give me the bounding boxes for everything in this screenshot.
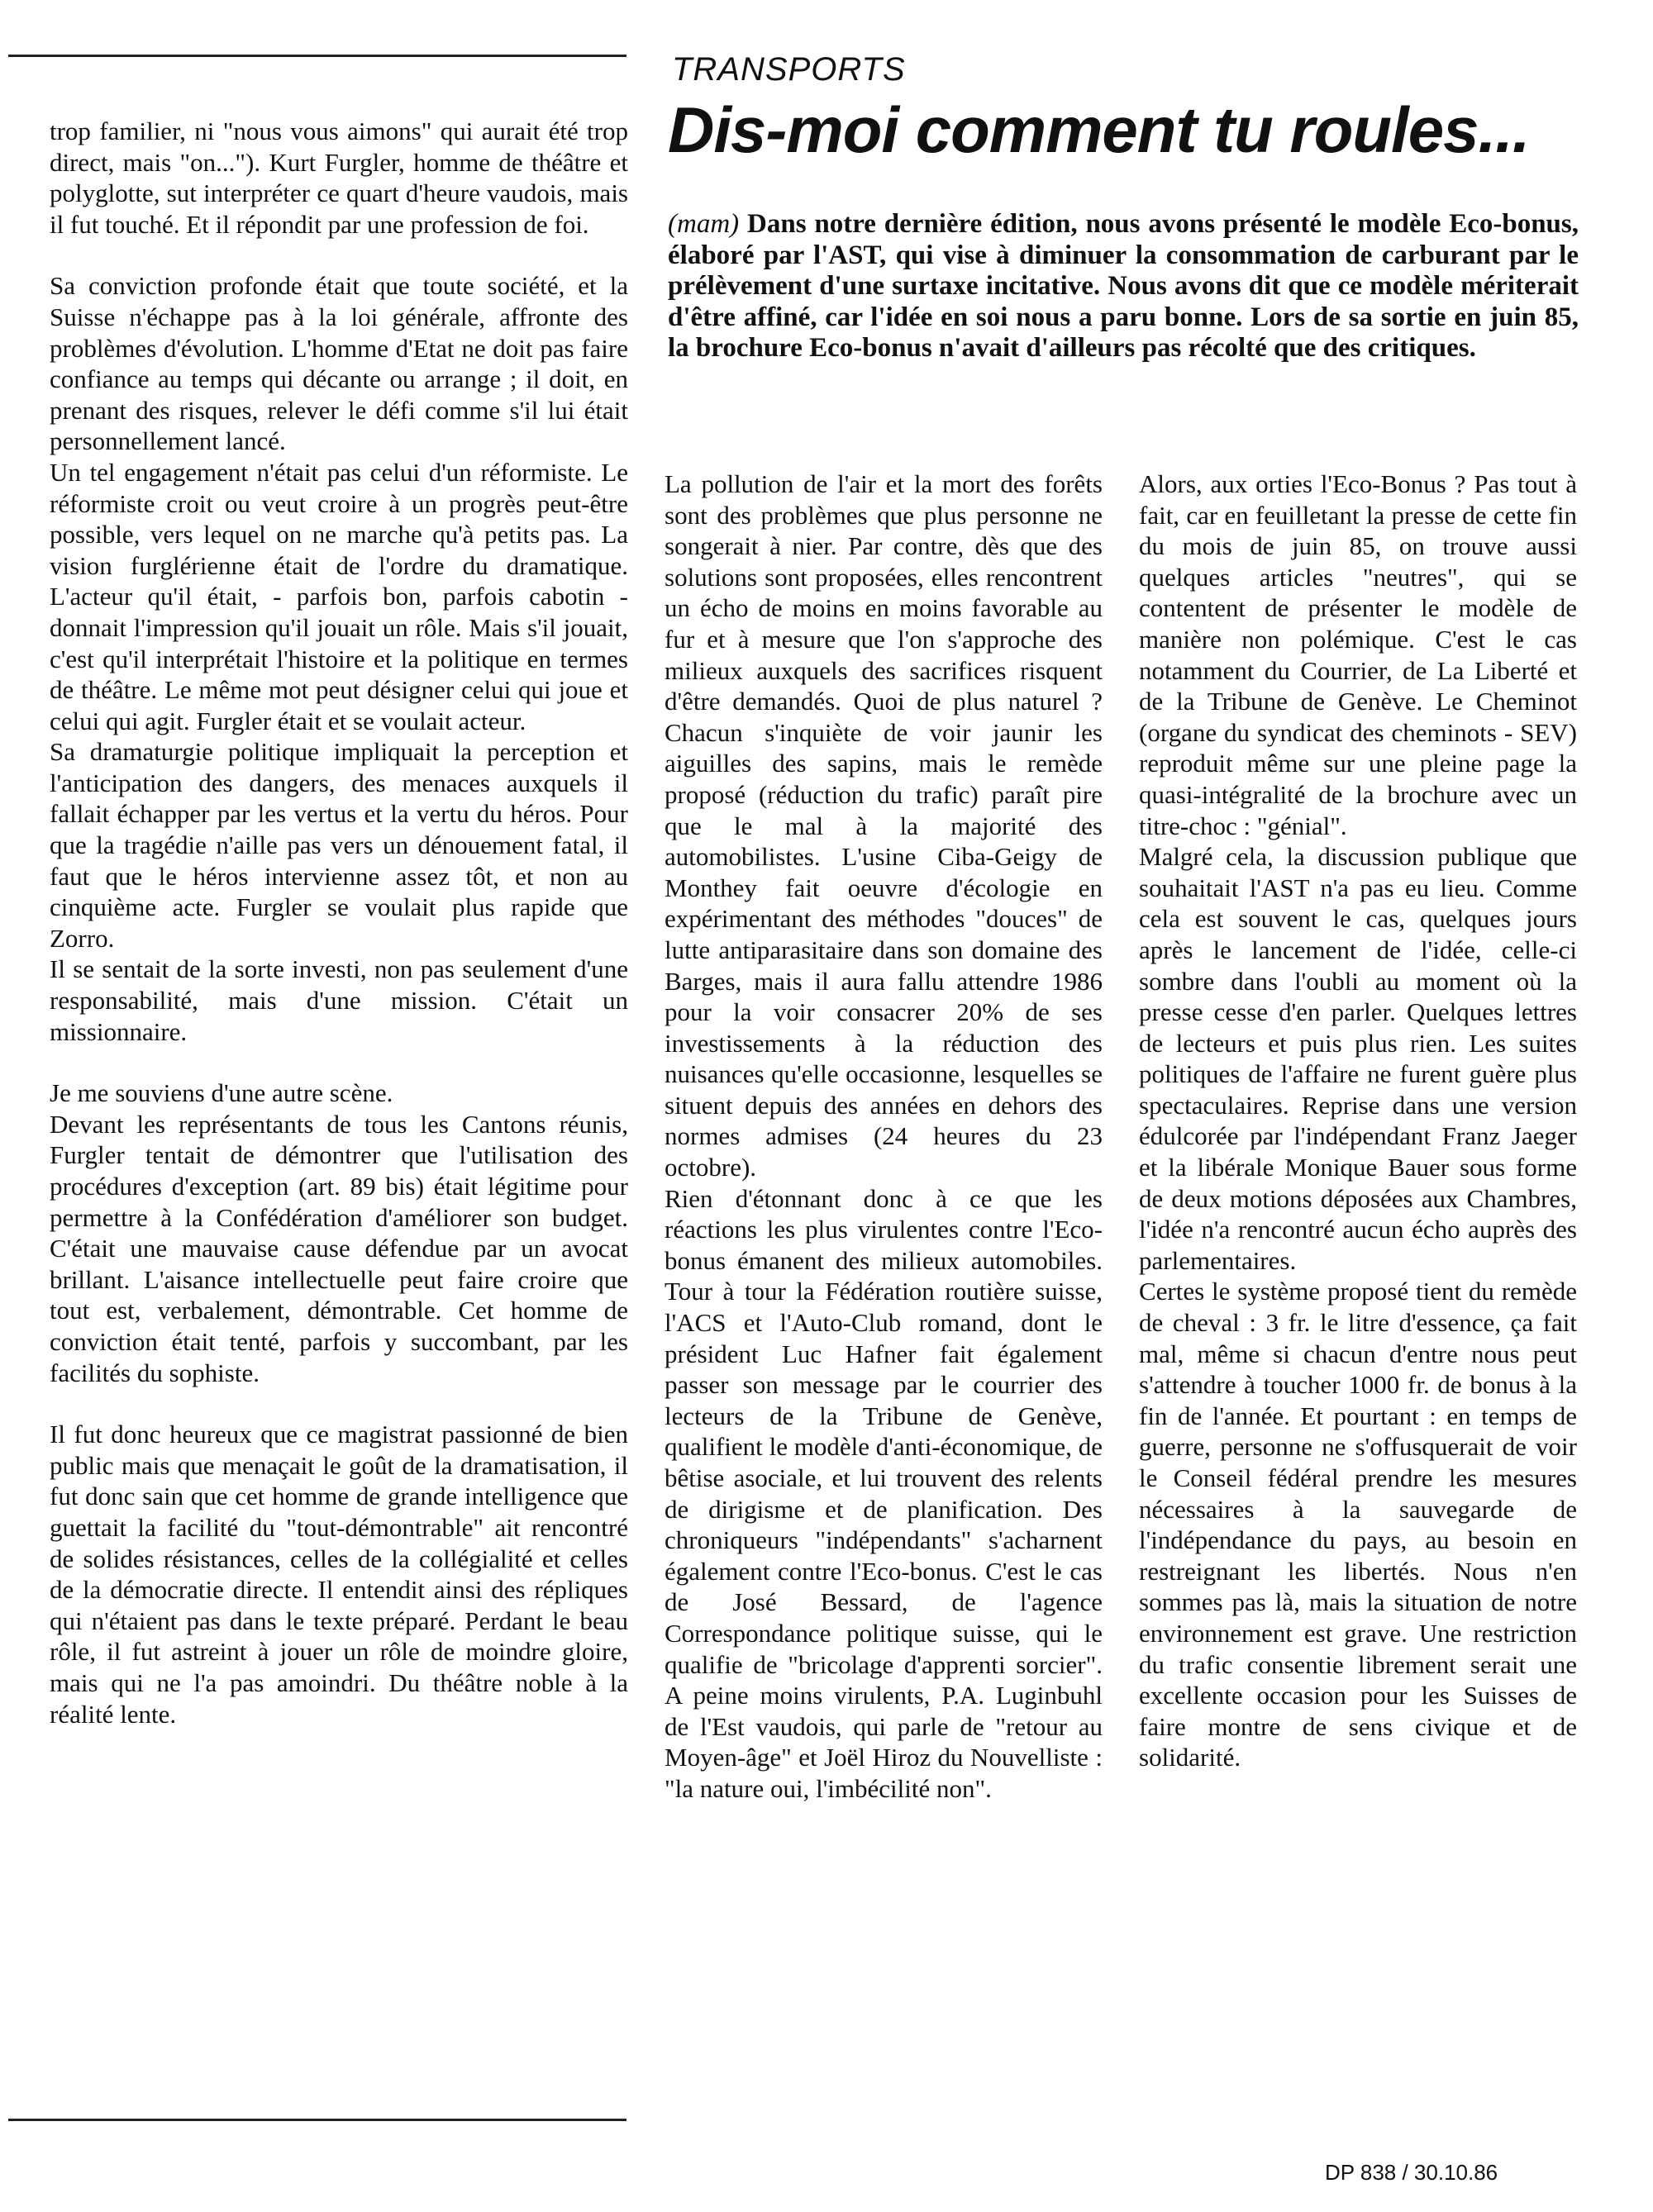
- lead-text: Dans notre dernière édition, nous avons présenté le modèle Eco-bonus, élaboré par l'AST, qui vise à diminuer la consommation de carburant par le prélèvement d'une surtaxe incitative. Nous avons dit que ce modèle mériterait d'être affiné, car l'idée en soi nous a paru bonne. Lors de sa sortie en juin 85, la brochure Eco-bonus n'avait d'ailleurs pas récolté que des critiques.: [668, 209, 1579, 364]
- left-paragraph: Je me souviens d'une autre scène.: [50, 1078, 393, 1108]
- article-lead: [668, 209, 1579, 364]
- middle-column: [665, 469, 1103, 1805]
- middle-paragraph: La pollution de l'air et la mort des forêts sont des problèmes que plus personne ne songerait à nier. Par contre, dès que des solutions sont proposées, elles rencontrent un écho de moins en moins favorable au fur et à mesure que l'on s'approche des milieux auxquels des sacrifices risquent d'être demandés. Quoi de plus naturel ? Chacun s'inquiète de voir jaunir les aiguilles des sapins, mais le remède proposé (réduction du trafic) paraît pire que le mal à la majorité des automobilistes. L'usine Ciba-Geigy de Monthey fait oeuvre d'écologie en expérimentant des méthodes "douces" de lutte antiparasitaire dans son domaine des Barges, mais il aura fallu attendre 1986 pour la voir consacrer 20% de ses investissements à la réduction des nuisances qu'elle occasionne, lesquelles se situent depuis des années en dehors des normes admises (24 heures du 23 octobre).: [665, 469, 1103, 1182]
- middle-paragraph: Rien d'étonnant donc à ce que les réactions les plus virulentes contre l'Eco-bonus émanent des milieux automobiles. Tour à tour la Fédération routière suisse, l'ACS et l'Auto-Club romand, dont le président Luc Hafner fait également passer son message par le courrier des lecteurs de la Tribune de Genève, qualifient le modèle d'anti-économique, de bêtise asociale, et lui trouvent des relents de dirigisme et de planification. Des chroniqueurs "indépendants" s'acharnent également contre l'Eco-bonus. C'est le cas de José Bessard, de l'agence Correspondance politique suisse, qui le qualifie de "bricolage d'apprenti sorcier". A peine moins virulents, P.A. Luginbuhl de l'Est vaudois, qui parle de "retour au Moyen-âge" et Joël Hiroz du Nouvelliste : "la nature oui, l'imbécilité non".: [665, 1183, 1103, 1803]
- right-column: [1139, 469, 1577, 1773]
- right-paragraph: Alors, aux orties l'Eco-Bonus ? Pas tout à fait, car en feuilletant la presse de cette fin du mois de juin 85, on trouve aussi quelques articles "neutres", qui se contentent de présenter le modèle de manière non polémique. C'est le cas notamment du Courrier, de La Liberté et de la Tribune de Genève. Le Cheminot (organe du syndicat des cheminots - SEV) reproduit même sur une pleine page la quasi-intégralité de la brochure avec un titre-choc : "génial".: [1139, 469, 1577, 840]
- left-paragraph: Un tel engagement n'était pas celui d'un réformiste. Le réformiste croit ou veut croire à un progrès peut-être possible, vers lequel on ne marche qu'à petits pas. La vision furglérienne était de l'ordre du dramatique. L'acteur qu'il était, - parfois bon, parfois cabotin - donnait l'impression qu'il jouait un rôle. Mais s'il jouait, c'est qu'il interprétait l'histoire et la politique en termes de théâtre. Le même mot peut désigner celui qui joue et celui qui agit. Furgler était et se voulait acteur.: [50, 457, 628, 735]
- top-left-rule: [8, 55, 626, 57]
- right-paragraph: Malgré cela, la discussion publique que souhaitait l'AST n'a pas eu lieu. Comme cela est souvent le cas, quelques jours après le lancement de l'idée, celle-ci sombre dans l'oubli au moment où la presse cesse d'en parler. Quelques lettres de lecteurs et puis plus rien. Les suites politiques de l'affaire ne furent guère plus spectaculaires. Reprise dans une version édulcorée par l'indépendant Franz Jaeger et la libérale Monique Bauer sous forme de deux motions déposées aux Chambres, l'idée n'a rencontré aucun écho auprès des parlementaires.: [1139, 842, 1577, 1275]
- left-paragraph: trop familier, ni "nous vous aimons" qui aurait été trop direct, mais "on..."). Kurt Furgler, homme de théâtre et polyglotte, sut interpréter ce quart d'heure vaudois, mais il fut touché. Et il répondit par une profession de foi.: [50, 117, 628, 239]
- right-paragraph: Certes le système proposé tient du remède de cheval : 3 fr. le litre d'essence, ça fait mal, même si chacun d'entre nous peut s'attendre à toucher 1000 fr. de bonus à la fin de l'année. Et pourtant : en temps de guerre, personne ne s'offusquerait de voir le Conseil fédéral prendre les mesures nécessaires à la sauvegarde de l'indépendance du pays, au besoin en restreignant les libertés. Nous n'en sommes pas là, mais la situation de notre environnement est grave. Une restriction du trafic consentie librement serait une excellente occasion pour les Suisses de faire montre de sens civique et de solidarité.: [1139, 1277, 1577, 1772]
- left-paragraph: Sa dramaturgie politique impliquait la perception et l'anticipation des dangers, des menaces auxquels il fallait échapper par les vertus et la vertu du héros. Pour que la tragédie n'aille pas vers un dénouement fatal, il faut que le héros intervienne assez tôt, et non au cinquième acte. Furgler se voulait plus rapide que Zorro.: [50, 737, 628, 953]
- left-paragraph: Il fut donc heureux que ce magistrat passionné de bien public mais que menaçait le goût de la dramatisation, il fut donc sain que cet homme de grande intelligence que guettait la facilité du "tout-démontrable" ait rencontré de solides résistances, celles de la collégialité et celles de la démocratie directe. Il entendit ainsi des répliques qui n'étaient pas dans le texte préparé. Perdant le beau rôle, il fut astreint à jouer un rôle de moindre gloire, mais qui ne l'a pas amoindri. Du théâtre noble à la réalité lente.: [50, 1420, 628, 1729]
- left-paragraph: Devant les représentants de tous les Cantons réunis, Furgler tentait de démontrer que l'utilisation des procédures d'exception (art. 89 bis) était légitime pour permettre à la Confédération d'améliorer son budget. C'était une mauvaise cause défendue par un avocat brillant. L'aisance intellectuelle peut faire croire que tout est, verbalement, démontrable. Cet homme de conviction était tenté, parfois y succombant, par les facilités du sophiste.: [50, 1109, 628, 1387]
- left-paragraph: Sa conviction profonde était que toute société, et la Suisse n'échappe pas à la loi générale, affronte des problèmes d'évolution. L'homme d'Etat ne doit pas faire confiance au temps qui décante ou arrange ; il doit, en prenant des risques, relever le défi comme s'il lui était personnellement lancé.: [50, 271, 628, 456]
- bottom-left-rule: [8, 2119, 626, 2121]
- left-column: [50, 116, 628, 1729]
- left-paragraph: Il se sentait de la sorte investi, non pas seulement d'une responsabilité, mais d'une mission. C'était un missionnaire.: [50, 954, 628, 1046]
- section-kicker: TRANSPORTS: [672, 51, 906, 88]
- article-headline: Dis-moi comment tu roules...: [668, 93, 1530, 166]
- issue-footer: DP 838 / 30.10.86: [1325, 2160, 1498, 2185]
- author-tag: (mam): [668, 209, 740, 239]
